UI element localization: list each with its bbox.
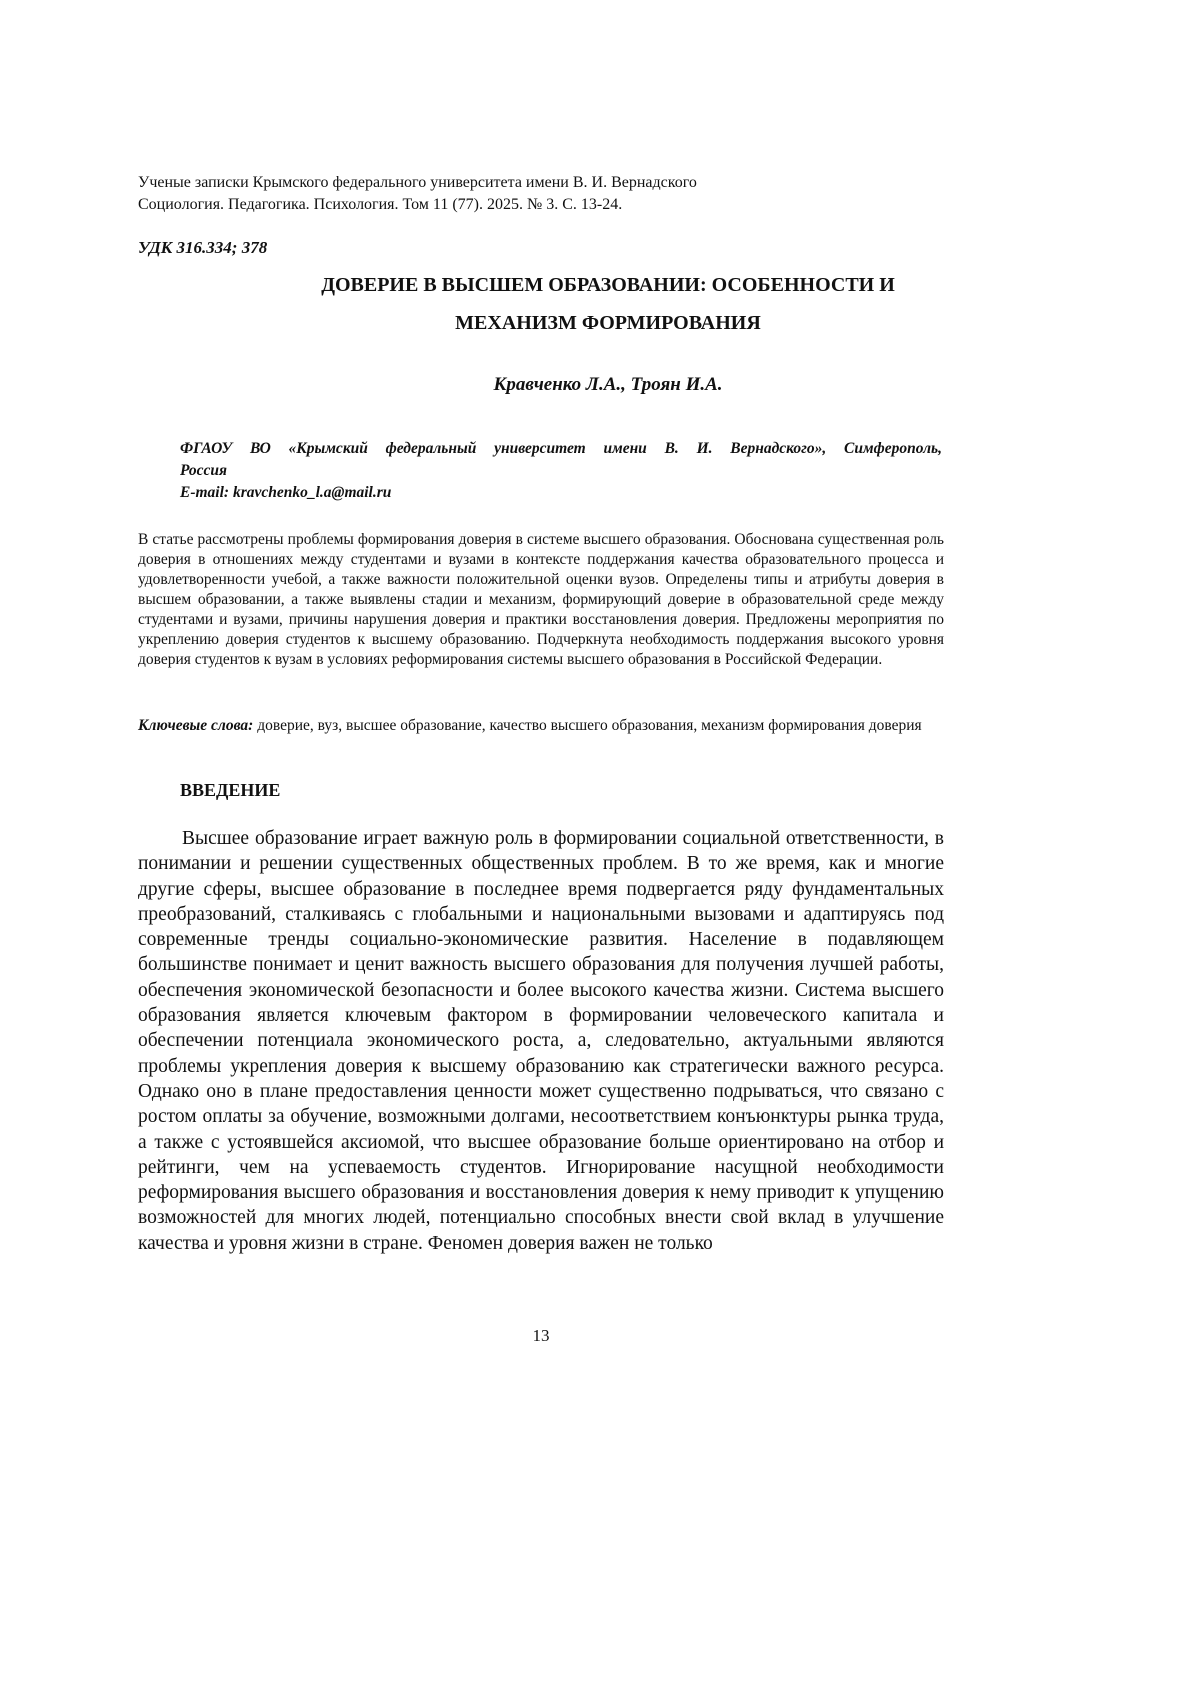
article-page — [0, 0, 1200, 1697]
udk-code: УДК 316.334; 378 — [138, 238, 267, 258]
affiliation-country: Россия — [180, 460, 942, 482]
keywords — [138, 716, 944, 736]
article-title — [138, 266, 1078, 342]
keywords-list: доверие, вуз, высшее образование, качество высшего образования, механизм формирования доверия — [253, 717, 921, 734]
author-affiliation — [180, 438, 942, 504]
article-authors: Кравченко Л.А., Троян И.А. — [138, 374, 1078, 396]
abstract-text: В статье рассмотрены проблемы формирования доверия в системе высшего образования. Обоснована существенная роль доверия в отношениях между студентами и вузами в контексте поддержания качества образовательного процесса и удовлетворенности учебой, а также важности положительной оценки вузов. Определены типы и атрибуты доверия в высшем образовании, а также выявлены стадии и механизм, формирующий доверие в образовательной среде между студентами и вузами, причины нарушения доверия и практики восстановления доверия. Предложены мероприятия по укреплению доверия студентов к высшему образованию. Подчеркнута необходимость поддержания высокого уровня доверия студентов к вузам в условиях реформирования системы высшего образования в Российской Федерации. — [138, 530, 944, 670]
affiliation-email — [180, 482, 942, 504]
journal-issue: Социология. Педагогика. Психология. Том 11 (77). 2025. № 3. С. 13-24. — [138, 194, 1038, 216]
section-heading-introduction: ВВЕДЕНИЕ — [180, 780, 280, 801]
journal-name: Ученые записки Крымского федерального университета имени В. И. Вернадского — [138, 172, 1038, 194]
title-line-1: ДОВЕРИЕ В ВЫСШЕМ ОБРАЗОВАНИИ: ОСОБЕННОСТИ И — [138, 266, 1078, 304]
affiliation-institution: ФГАОУ ВО «Крымский федеральный университет имени В. И. Вернадского», Симферополь, — [180, 438, 942, 460]
body-paragraph: Высшее образование играет важную роль в формировании социальной ответственности, в понимании и решении существенных общественных проблем. В то же время, как и многие другие сферы, высшее образование в последнее время подвергается ряду фундаментальных преобразований, сталкиваясь с глобальными и национальными вызовами и адаптируясь под современные тренды социально-экономические развития. Население в подавляющем большинстве понимает и ценит важность высшего образования для получения лучшей работы, обеспечения экономической безопасности и более высокого качества жизни. Система высшего образования является ключевым фактором в формировании человеческого капитала и обеспечении потенциала экономического роста, а, следовательно, актуальными являются проблемы укрепления доверия к высшему образованию как стратегически важного ресурса. Однако оно в плане предоставления ценности может существенно подрываться, что связано с ростом оплаты за обучение, возможными долгами, несоответствием конъюнктуры рынка труда, а также с устоявшейся аксиомой, что высшее образование больше ориентировано на отбор и рейтинги, чем на успеваемость студентов. Игнорирование насущной необходимости реформирования высшего образования и восстановления доверия к нему приводит к упущению возможностей для многих людей, потенциально способных внести свой вклад в улучшение качества и уровня жизни в стране. Феномен доверия важен не только — [138, 826, 944, 1256]
page-number: 13 — [138, 1326, 944, 1346]
title-line-2: МЕХАНИЗМ ФОРМИРОВАНИЯ — [138, 304, 1078, 342]
journal-header — [138, 172, 1038, 216]
email-address: : kravchenko_l.a@mail.ru — [224, 484, 391, 501]
keywords-label: Ключевые слова: — [138, 717, 253, 734]
email-label: E-mail — [180, 484, 224, 501]
